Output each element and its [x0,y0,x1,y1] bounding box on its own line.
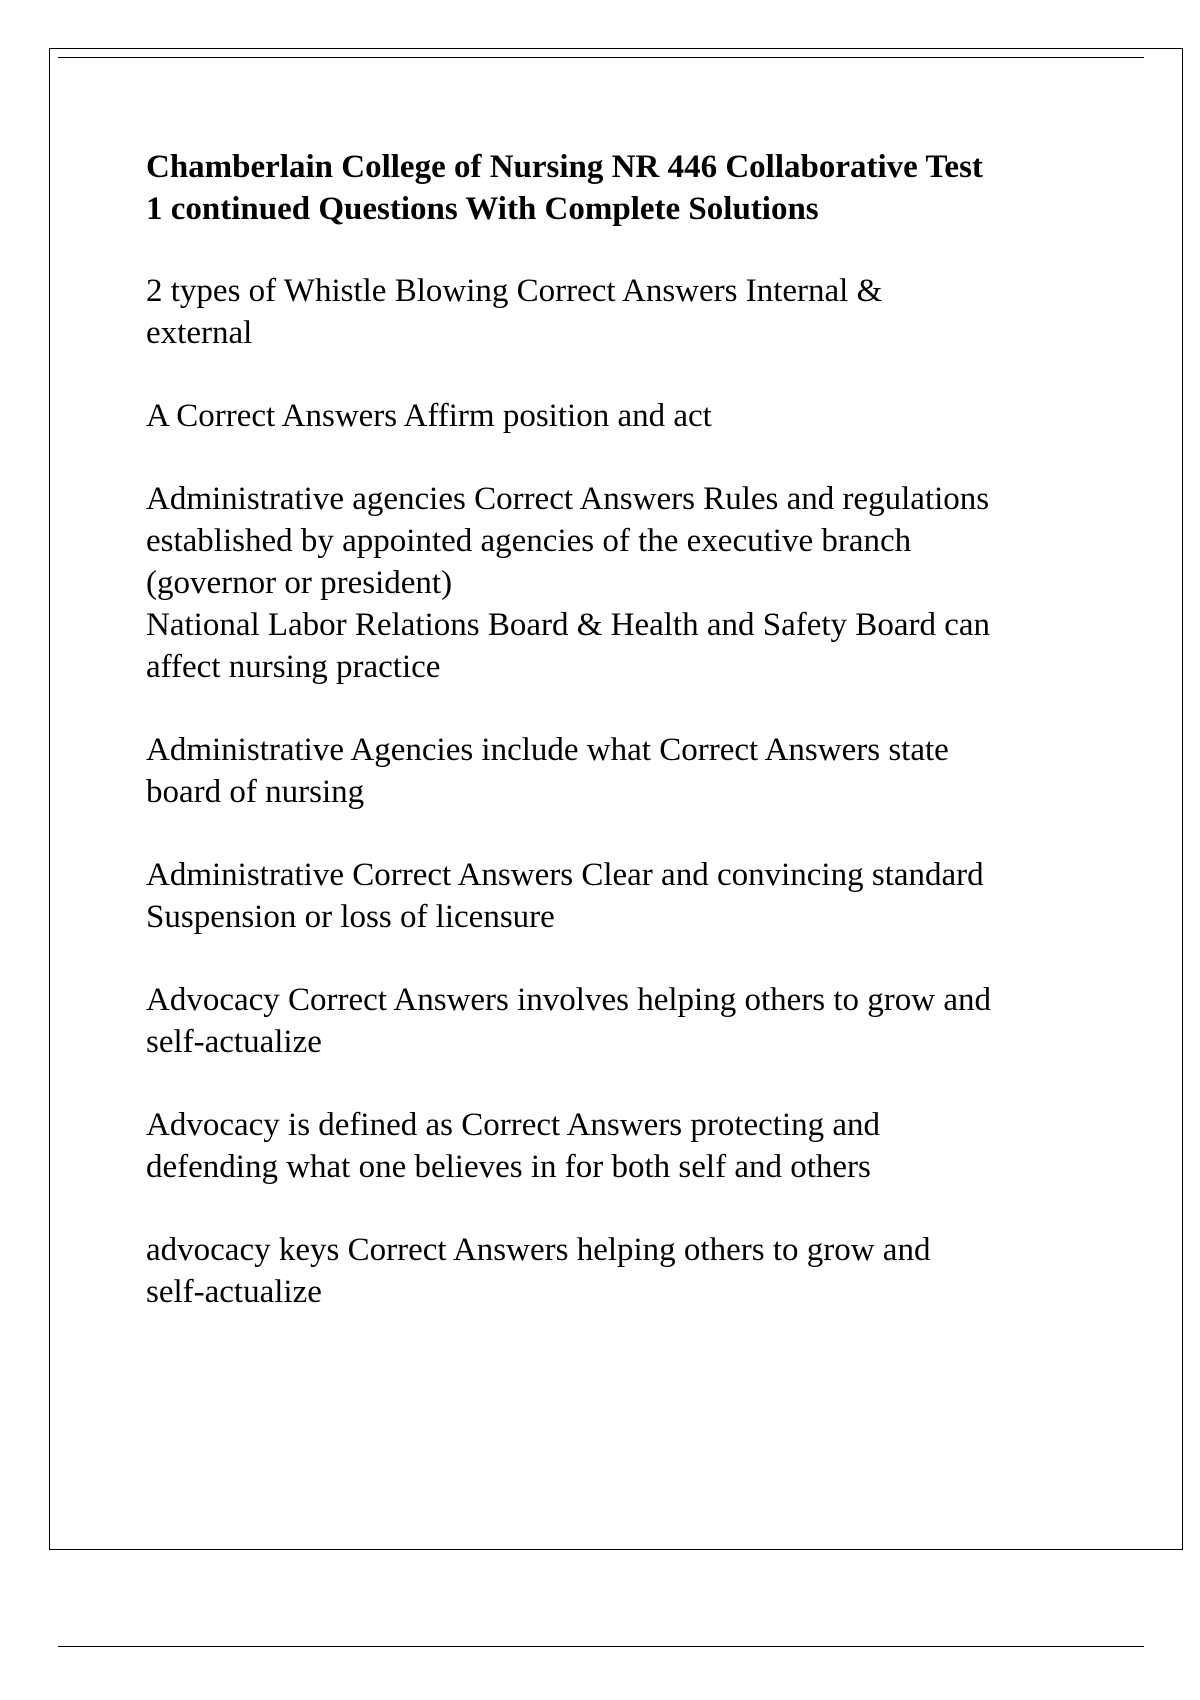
qa-line: self-actualize [146,1024,322,1060]
qa-line: 2 types of Whistle Blowing Correct Answers Internal & [146,273,883,309]
qa-list [146,270,1106,1313]
document-body [146,146,1106,1354]
title-line: Chamberlain College of Nursing NR 446 Collaborative Test [146,149,983,185]
qa-entry [146,270,1106,354]
qa-line: established by appointed agencies of the executive branch [146,523,912,559]
qa-line: Advocacy is defined as Correct Answers protecting and [146,1107,881,1143]
qa-line: external [146,315,253,351]
qa-line: National Labor Relations Board & Health and Safety Board can [146,607,990,643]
qa-line: advocacy keys Correct Answers helping others to grow and [146,1232,931,1268]
qa-line: affect nursing practice [146,649,441,685]
qa-entry [146,395,1106,437]
qa-line: Administrative Agencies include what Correct Answers state [146,732,949,768]
qa-line: Suspension or loss of licensure [146,899,555,935]
title-line: 1 continued Questions With Complete Solutions [146,191,819,227]
qa-entry [146,1229,1106,1313]
qa-line: Administrative agencies Correct Answers Rules and regulations [146,481,990,517]
qa-line: board of nursing [146,774,365,810]
header-rule [58,57,1144,58]
footer-rule [58,1646,1144,1647]
qa-line: Administrative Correct Answers Clear and convincing standard [146,857,984,893]
qa-line: self-actualize [146,1274,322,1310]
qa-line: A Correct Answers Affirm position and act [146,398,712,434]
qa-line: (governor or president) [146,565,453,601]
qa-entry [146,1104,1106,1188]
document-title [146,146,1106,230]
qa-entry [146,729,1106,813]
qa-line: Advocacy Correct Answers involves helping others to grow and [146,982,991,1018]
qa-entry [146,854,1106,938]
qa-entry [146,478,1106,688]
qa-entry [146,979,1106,1063]
qa-line: defending what one believes in for both self and others [146,1149,871,1185]
